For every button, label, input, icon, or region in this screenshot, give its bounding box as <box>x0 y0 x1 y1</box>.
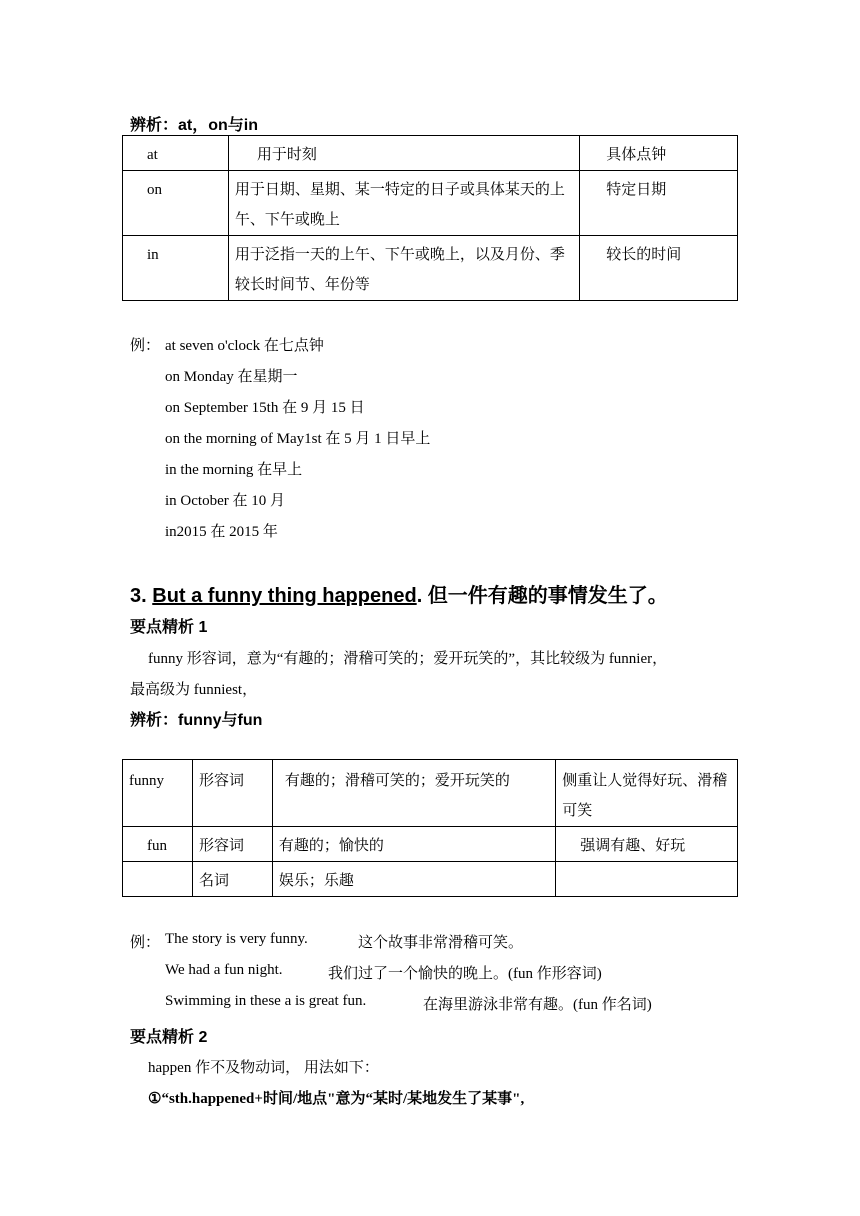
example-en: We had a fun night. <box>165 962 283 978</box>
section-title <box>130 579 668 608</box>
at-on-in-heading: 辨析：at，on与in <box>130 117 258 134</box>
funny-fun-table <box>122 759 738 897</box>
table-cell: 有趣的；滑稽可笑的；爱开玩笑的 <box>272 760 555 827</box>
table-row <box>123 136 738 171</box>
example-zh: 这个故事非常滑稽可笑。 <box>358 935 524 951</box>
table-cell: 特定日期 <box>580 171 738 236</box>
table-cell: 用于时刻 <box>228 136 579 171</box>
example-line: in2015 在 2015 年 <box>165 524 278 540</box>
example-en: Swimming in these a is great fun. <box>165 993 367 1009</box>
section-title-en: But a funny thing happened <box>152 585 417 607</box>
example-line: on Monday 在星期一 <box>165 369 298 385</box>
table-cell: 较长的时间 <box>580 236 738 301</box>
table-cell: 有趣的；愉快的 <box>272 827 555 862</box>
point1-text: funny 形容词，意为“有趣的；滑稽可笑的；爱开玩笑的”，其比较级为 funnier， <box>148 651 668 667</box>
table-cell: 具体点钟 <box>580 136 738 171</box>
example-line: at seven o'clock 在七点钟 <box>165 338 324 354</box>
table-cell: 强调有趣、好玩 <box>556 827 738 862</box>
table-cell: on <box>123 171 229 236</box>
funny-fun-heading: 辨析：funny与fun <box>130 712 263 729</box>
examples-prefix: 例： <box>130 338 161 354</box>
example-line: on September 15th 在 9 月 15 日 <box>165 400 365 416</box>
table-cell <box>123 862 193 897</box>
examples-prefix: 例： <box>130 935 161 951</box>
table-row <box>123 827 738 862</box>
example-zh: 我们过了一个愉快的晚上。(fun 作形容词) <box>328 966 602 982</box>
table-cell: 用于泛指一天的上午、下午或晚上，以及月份、季较长时间节、年份等 <box>228 236 579 301</box>
table-row <box>123 171 738 236</box>
table-cell: 侧重让人觉得好玩、滑稽可笑 <box>556 760 738 827</box>
example-line: on the morning of May1st 在 5 月 1 日早上 <box>165 431 431 447</box>
table-cell: funny <box>123 760 193 827</box>
point1-text: 最高级为 funniest， <box>130 682 258 698</box>
example-en: The story is very funny. <box>165 931 308 947</box>
example-line: in October 在 10 月 <box>165 493 285 509</box>
table-cell: 娱乐；乐趣 <box>272 862 555 897</box>
table-cell: in <box>123 236 229 301</box>
point2-heading: 要点精析 2 <box>130 1029 208 1046</box>
table-row <box>123 760 738 827</box>
table-cell: 名词 <box>192 862 272 897</box>
table-row <box>123 862 738 897</box>
section-title-zh: . 但一件有趣的事情发生了。 <box>416 585 668 607</box>
table-cell: at <box>123 136 229 171</box>
point2-rule: ①“sth.happened+时间/地点"意为“某时/某地发生了某事", <box>148 1091 525 1107</box>
point2-text: happen 作不及物动词， 用法如下： <box>148 1060 379 1076</box>
point1-heading: 要点精析 1 <box>130 619 208 636</box>
example-zh: 在海里游泳非常有趣。(fun 作名词) <box>423 997 652 1013</box>
table-cell: 形容词 <box>192 760 272 827</box>
table-cell <box>556 862 738 897</box>
table-row <box>123 236 738 301</box>
section-number: 3. <box>130 585 147 607</box>
table-cell: 形容词 <box>192 827 272 862</box>
at-on-in-table <box>122 135 738 301</box>
table-cell: fun <box>123 827 193 862</box>
table-cell: 用于日期、星期、某一特定的日子或具体某天的上午、下午或晚上 <box>228 171 579 236</box>
example-line: in the morning 在早上 <box>165 462 303 478</box>
